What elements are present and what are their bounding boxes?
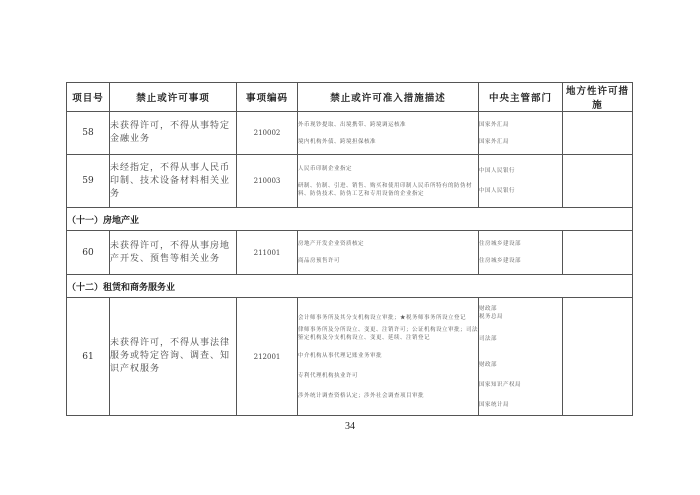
header-measures: 禁止或许可准入措施描述 — [298, 83, 479, 112]
row-item: 未获得许可，不得从事法律服务或特定咨询、调查、知识产权服务 — [110, 298, 237, 416]
row-measures — [298, 155, 479, 208]
table-row — [67, 298, 633, 416]
section-row — [67, 208, 633, 231]
department-line: 住房城乡建设部 — [479, 241, 522, 247]
row-local-measures — [563, 231, 633, 275]
header-code: 事项编码 — [237, 83, 298, 112]
department-line: 住房城乡建设部 — [479, 258, 522, 264]
department-line: 财政部 — [479, 305, 498, 312]
measure-line: 房地产开发企业资质核定 — [298, 241, 365, 247]
measure-line: 人民币印制企业指定 — [298, 165, 353, 172]
row-number: 59 — [67, 155, 110, 208]
row-code: 211001 — [237, 231, 298, 275]
section-heading-real-estate: （十一）房地产业 — [67, 208, 633, 231]
table-row — [67, 112, 633, 155]
measure-line: 会计师事务所及其分支机构设立审批；★税务师事务所设立登记 — [298, 314, 467, 321]
row-measures — [298, 112, 479, 155]
row-departments — [479, 155, 563, 208]
department-line: 国家统计局 — [479, 401, 510, 408]
header-department: 中央主管部门 — [479, 83, 563, 112]
table-row — [67, 155, 633, 208]
page-number: 34 — [345, 421, 355, 432]
row-number: 58 — [67, 112, 110, 155]
row-code: 210003 — [237, 155, 298, 208]
department-line: 财政部 — [479, 361, 498, 368]
department-line: 税务总局 — [479, 313, 504, 320]
row-item: 未获得许可，不得从事特定金融业务 — [110, 112, 237, 155]
measure-line: 研制、仿制、引进、销售、购买和使用印制人民币所特有的防伪材料、防伪技术、防伪工艺和专用设备的企业指定 — [298, 182, 473, 197]
measure-line: 外币现钞提取、出境携带、跨境调运核准 — [298, 121, 407, 128]
department-line: 国家外汇局 — [479, 121, 510, 128]
header-item: 禁止或许可事项 — [110, 83, 237, 112]
measure-line: 专利代理机构执业许可 — [298, 372, 359, 379]
row-local-measures — [563, 155, 633, 208]
department-line: 国家外汇局 — [479, 138, 510, 145]
department-line: 司法部 — [479, 335, 498, 342]
table-header-row — [67, 83, 633, 112]
department-line: 中国人民银行 — [479, 188, 516, 194]
row-departments — [479, 231, 563, 275]
header-item-number: 项目号 — [67, 83, 110, 112]
row-measures — [298, 231, 479, 275]
row-code: 210002 — [237, 112, 298, 155]
measure-line: 涉外统计调查资格认定；涉外社会调查项目审批 — [298, 392, 425, 399]
measure-line: 境内机构外债、跨境担保核准 — [298, 138, 377, 145]
measure-line: 中介机构从事代理记账业务审批 — [298, 352, 383, 359]
row-number: 60 — [67, 231, 110, 275]
department-line: 中国人民银行 — [479, 168, 516, 174]
measure-line: 律师事务所及分所设立、变更、注销许可；公证机构设立审批；司法鉴定机构及分支机构设立、变更、延续、注销登记 — [298, 326, 479, 341]
row-code: 212001 — [237, 298, 298, 416]
section-row — [67, 275, 633, 298]
department-line: 国家知识产权局 — [479, 381, 522, 388]
row-local-measures — [563, 112, 633, 155]
row-item: 未经指定，不得从事人民币印制、技术设备材料相关业务 — [110, 155, 237, 208]
market-access-table — [66, 82, 633, 416]
table-row — [67, 231, 633, 275]
row-local-measures — [563, 298, 633, 416]
row-number: 61 — [67, 298, 110, 416]
row-measures — [298, 298, 479, 416]
row-departments — [479, 112, 563, 155]
measure-line: 商品房预售许可 — [298, 258, 341, 264]
row-departments — [479, 298, 563, 416]
row-item: 未获得许可，不得从事房地产开发、预售等相关业务 — [110, 231, 237, 275]
section-heading-leasing-business: （十二）租赁和商务服务业 — [67, 275, 633, 298]
header-local: 地方性许可措施 — [563, 83, 633, 112]
